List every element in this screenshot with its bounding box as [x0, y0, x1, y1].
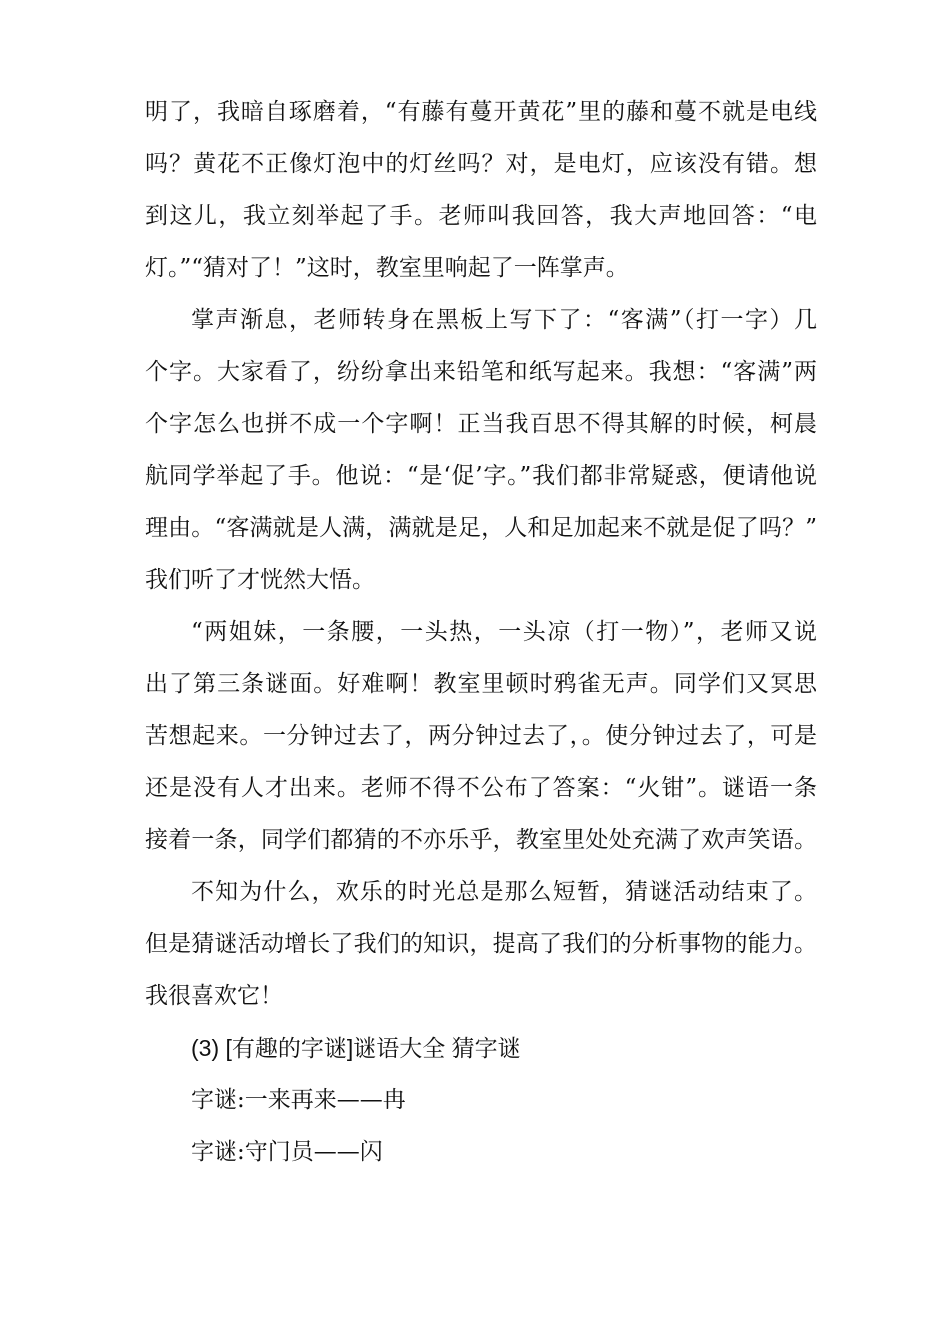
paragraph-first-line: 不知为什么，欢乐的时光总是那么短暂，猜谜活动结束了。 — [191, 879, 817, 905]
paragraph-line: 航同学举起了手。他说：“是‘促’字。”我们都非常疑惑，便请他说 — [145, 463, 817, 489]
paragraph-line: 还是没有人才出来。老师不得不公布了答案：“火钳”。谜语一条 — [145, 775, 817, 801]
paragraph-line: 我们听了才恍然大悟。 — [145, 567, 375, 593]
paragraph-line: 灯。”“猜对了！”这时，教室里响起了一阵掌声。 — [145, 255, 629, 281]
paragraph-line: 明了，我暗自琢磨着，“有藤有蔓开黄花”里的藤和蔓不就是电线 — [145, 99, 817, 125]
paragraph-line: 我很喜欢它！ — [145, 983, 283, 1009]
paragraph-first-line: “两姐妹，一条腰，一头热，一头凉（打一物）”，老师又说 — [191, 619, 817, 645]
paragraph-line: 到这儿，我立刻举起了手。老师叫我回答，我大声地回答：“电 — [145, 203, 817, 229]
paragraph-line: 苦想起来。一分钟过去了，两分钟过去了，。使分钟过去了，可是 — [145, 723, 817, 749]
paragraph-line: 个字。大家看了，纷纷拿出来铅笔和纸写起来。我想：“客满”两 — [145, 359, 817, 385]
riddle-item: 字谜:守门员——闪 — [191, 1139, 383, 1165]
paragraph-line: 理由。“客满就是人满，满就是足，人和足加起来不就是促了吗？” — [145, 515, 817, 541]
paragraph-line: 出了第三条谜面。好难啊！教室里顿时鸦雀无声。同学们又冥思 — [145, 671, 817, 697]
paragraph-line: 但是猜谜活动增长了我们的知识，提高了我们的分析事物的能力。 — [145, 931, 817, 957]
paragraph-line: 接着一条，同学们都猜的不亦乐乎，教室里处处充满了欢声笑语。 — [145, 827, 817, 853]
paragraph-first-line: 掌声渐息，老师转身在黑板上写下了：“客满”（打一字）几 — [191, 307, 817, 333]
document-body — [145, 86, 817, 1178]
riddle-item: 字谜:一来再来——冉 — [191, 1087, 406, 1113]
paragraph-line: 吗？黄花不正像灯泡中的灯丝吗？对，是电灯，应该没有错。想 — [145, 151, 817, 177]
paragraph-line: 个字怎么也拼不成一个字啊！正当我百思不得其解的时候，柯晨 — [145, 411, 817, 437]
section-heading: (3) [有趣的字谜]谜语大全 猜字谜 — [191, 1035, 521, 1061]
